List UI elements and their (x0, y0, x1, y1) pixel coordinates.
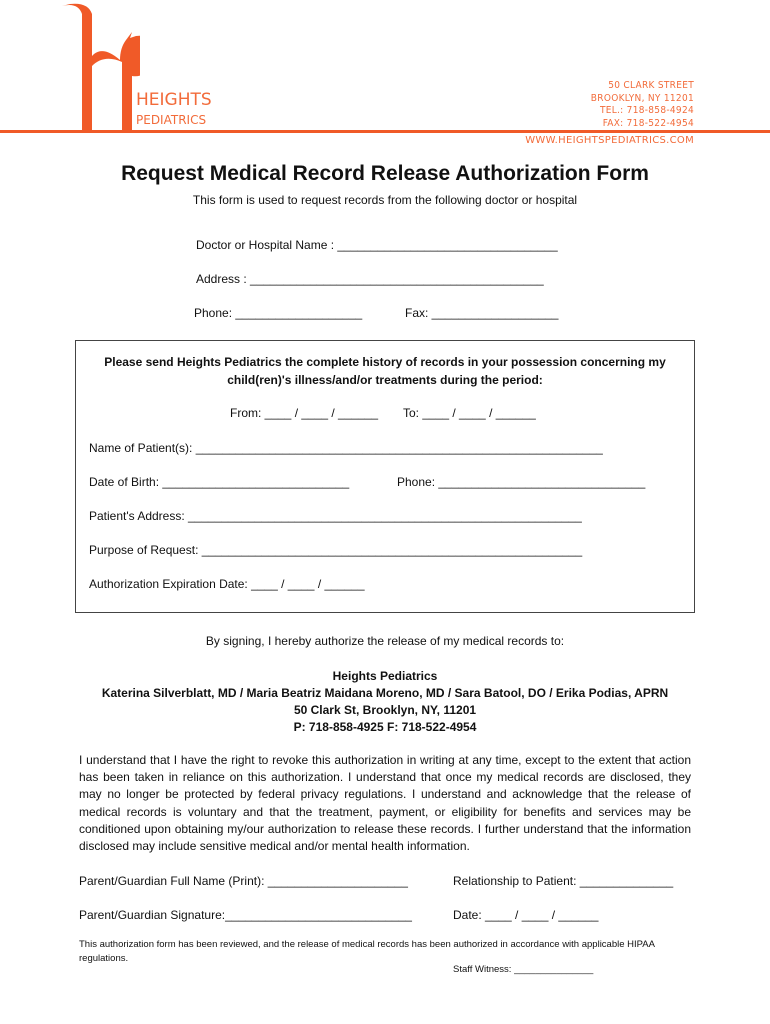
signature-date-field[interactable]: Date: ____ / ____ / ______ (453, 908, 599, 922)
from-date-field[interactable]: From: ____ / ____ / ______ (230, 406, 379, 420)
website-link[interactable]: WWW.HEIGHTSPEDIATRICS.COM (525, 135, 694, 146)
heights-pediatrics-logo (40, 0, 140, 134)
address-line: TEL.: 718-858-4924 (599, 105, 694, 116)
expiration-date-field[interactable]: Authorization Expiration Date: ____ / ____ / ______ (89, 577, 365, 591)
page-title: Request Medical Record Release Authorization Form (121, 162, 649, 185)
request-intro-line1: Please send Heights Pediatrics the complete history of records in your possession concerning my (104, 355, 666, 369)
doctor-fax-field[interactable]: Fax: ___________________ (405, 306, 559, 320)
guardian-signature-field[interactable]: Parent/Guardian Signature:____________________________ (79, 908, 412, 922)
patient-name-field[interactable]: Name of Patient(s): _____________________________________________________________ (89, 441, 603, 455)
form-subtitle: This form is used to request records from the following doctor or hospital (192, 193, 578, 207)
patient-address-field[interactable]: Patient's Address: ___________________________________________________________ (89, 509, 582, 523)
relationship-field[interactable]: Relationship to Patient: ______________ (453, 874, 674, 888)
clinic-address (591, 80, 694, 130)
logo-brand: HEIGHTS (136, 90, 212, 110)
header-divider (0, 130, 770, 133)
purpose-field[interactable]: Purpose of Request: _________________________________________________________ (89, 543, 583, 557)
address-line: FAX: 718-522-4954 (602, 117, 694, 129)
guardian-name-field[interactable]: Parent/Guardian Full Name (Print): _____________________ (79, 874, 408, 888)
staff-witness-field[interactable]: Staff Witness: _______________ (453, 964, 594, 975)
doctor-name-field[interactable]: Doctor or Hospital Name : _________________________________ (196, 238, 558, 252)
hipaa-note: This authorization form has been reviewed, and the release of medical records has been authorized in accordance with applicable HIPAA regulations. (79, 939, 655, 964)
release-statement: By signing, I hereby authorize the release of my medical records to: (205, 634, 565, 648)
release-phones: P: 718-858-4925 F: 718-522-4954 (293, 720, 477, 734)
patient-phone-field[interactable]: Phone: _______________________________ (397, 475, 646, 489)
address-line: BROOKLYN, NY 11201 (590, 92, 694, 104)
release-doctors: Katerina Silverblatt, MD / Maria Beatriz Maidana Moreno, MD / Sara Batool, DO / Erika Podias, APRN (101, 686, 669, 700)
doctor-phone-field[interactable]: Phone: ___________________ (194, 306, 363, 320)
address-line: 50 CLARK STREET (608, 80, 694, 91)
to-date-field[interactable]: To: ____ / ____ / ______ (403, 406, 536, 420)
date-of-birth-field[interactable]: Date of Birth: ____________________________ (89, 475, 350, 489)
release-address: 50 Clark St, Brooklyn, NY, 11201 (293, 703, 477, 717)
legal-text: I understand that I have the right to revoke this authorization in writing at any time, except to the extent that action has been taken in reliance on this authorization. I understand that once my medical records are disclosed, they may no longer be protected by federal privacy regulations. I understand and acknowledge that the release of medical records is voluntary and that the treatment, payment, or eligibility for benefits and services may be conditioned upon obtaining my/our authorization to release these records. I further understand that the information disclosed may include sensitive medical and/or mental health information. (79, 753, 691, 854)
request-intro-line2: child(ren)'s illness/and/or treatments during the period: (227, 373, 543, 387)
logo-sub: PEDIATRICS (136, 113, 207, 127)
release-org: Heights Pediatrics (332, 669, 438, 683)
doctor-address-field[interactable]: Address : ____________________________________________ (196, 272, 544, 286)
